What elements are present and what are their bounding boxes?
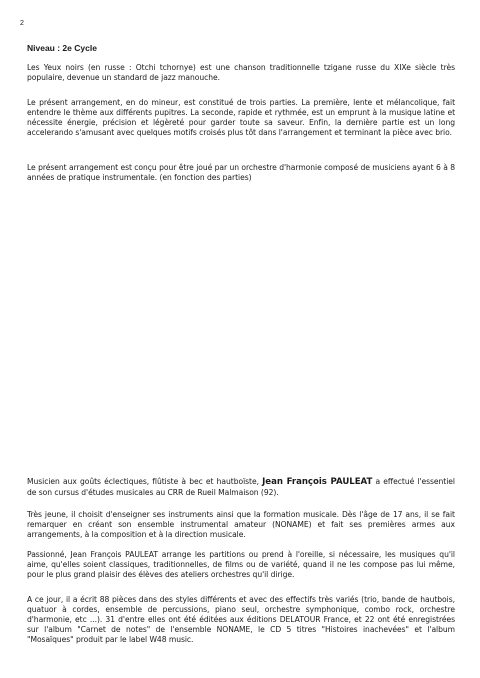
bio-paragraph-3: Passionné, Jean François PAULEAT arrange les partitions ou prend à l'oreille, si nécessaire, les musiques qu'il aime, qu'elles soient classiques, traditionnelles, de films ou de variété, quand il ne les compose pas lui même, pour le plus grand plaisir des élèves des ateliers orchestres qu'il dirige. — [27, 550, 455, 579]
bio-paragraph-4: A ce jour, il a écrit 88 pièces dans des styles différents et avec des effectifs très variés (trio, bande de hautbois, quatuor à cordes, ensemble de percussions, piano seul, orchestre symphonique, combo rock, orchestre d'harmonie, etc ...). 31 d'entre elles ont été éditées aux éditions DELATOUR France, et 22 ont été enregistrées sur l'album "Carnet de notes" de l'ensemble NONAME, le CD 5 titres "Histoires inachevées" et l'album "Mosaïques" produit par le label W48 music. — [27, 595, 455, 644]
intro-paragraph-2: Le présent arrangement, en do mineur, est constitué de trois parties. La première, lente et mélancolique, fait entendre le thème aux différents pupitres. La seconde, rapide et rythmée, est un emprunt à la musique latine et nécessite énergie, précision et légèreté pour garder toute sa saveur. Enfin, la dernière partie est un long accelerando s'amusant avec quelques motifs croisés plus tôt dans l'arrangement et terminant la pièce avec brio. — [27, 98, 455, 137]
composer-name: Jean François PAULEAT — [262, 477, 373, 487]
bio-paragraph-2: Très jeune, il choisit d'enseigner ses instruments ainsi que la formation musicale. Dès l'âge de 17 ans, il se fait remarquer en créant son ensemble instrumental amateur (NONAME) et fait ses premières armes aux arrangements, à la composition et à la direction musicale. — [27, 510, 455, 539]
bio-text: Musicien aux goûts éclectiques, flûtiste à bec et hautboïste, — [27, 477, 263, 486]
bio-text: a effectué l'essentiel de son cursus d'études musicales au CRR de Rueil Malmaison (92). — [27, 477, 455, 497]
intro-paragraph-3: Le présent arrangement est conçu pour être joué par un orchestre d'harmonie composé de musiciens ayant 6 à 8 années de pratique instrumentale. (en fonction des parties) — [27, 163, 455, 182]
bio-paragraph-1 — [27, 477, 455, 498]
level-heading: Niveau : 2e Cycle — [27, 43, 97, 53]
intro-paragraph-1: Les Yeux noirs (en russe : Otchi tchornye) est une chanson traditionnelle tzigane russe du XIXe siècle très populaire, devenue un standard de jazz manouche. — [27, 63, 455, 82]
page-number: 2 — [20, 20, 24, 27]
